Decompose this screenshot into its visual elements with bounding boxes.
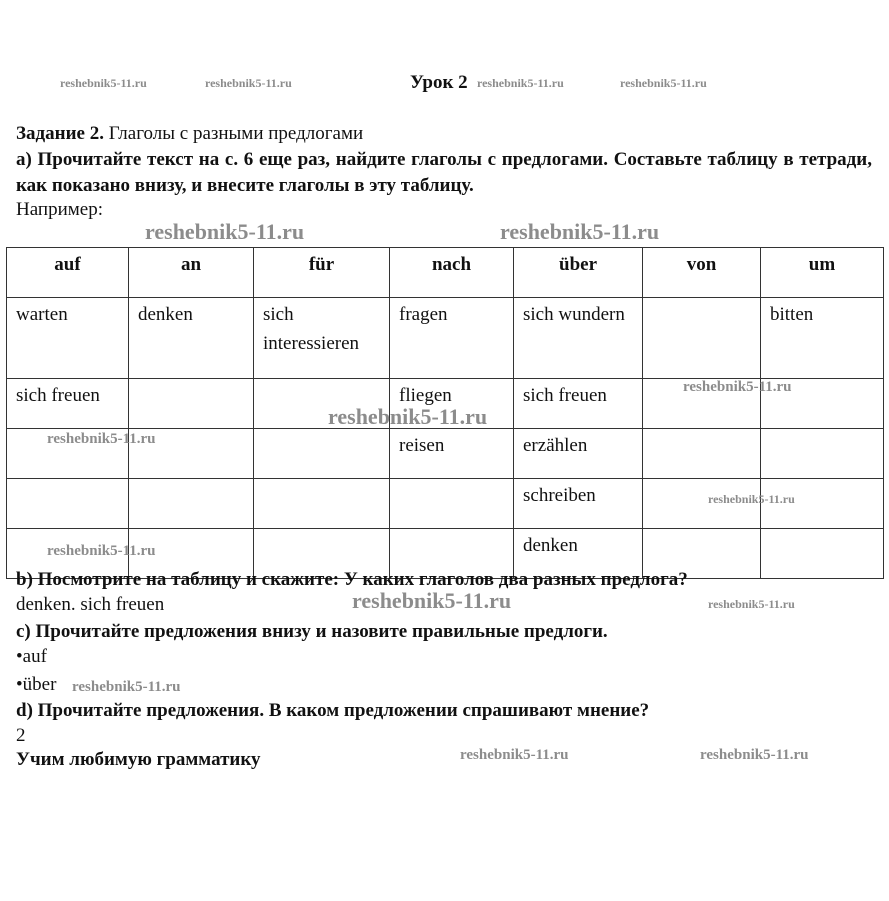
watermark: reshebnik5-11.ru bbox=[60, 76, 147, 90]
table-cell bbox=[761, 529, 884, 579]
lesson-title: Урок 2 bbox=[410, 72, 468, 93]
table-cell bbox=[254, 429, 390, 479]
table-cell bbox=[390, 479, 514, 529]
watermark: reshebnik5-11.ru bbox=[145, 219, 305, 244]
table-cell: reisen bbox=[390, 429, 514, 479]
watermark: reshebnik5-11.ru bbox=[708, 492, 795, 506]
bullet-icon: • bbox=[16, 674, 23, 695]
answer-d: 2 bbox=[16, 725, 26, 746]
question-c: c) Прочитайте предложения внизу и назовите правильные предлоги. bbox=[16, 621, 608, 642]
table-row bbox=[7, 298, 884, 379]
answer-c-item bbox=[16, 674, 56, 696]
task-title bbox=[16, 123, 363, 145]
answer-c-item bbox=[16, 646, 47, 668]
answer-b: denken. sich freuen bbox=[16, 594, 165, 615]
answer-c-text: auf bbox=[22, 646, 47, 667]
table-cell: bitten bbox=[761, 298, 884, 379]
bullet-icon: • bbox=[16, 646, 23, 667]
table-cell: denken bbox=[129, 298, 254, 379]
table-cell: warten bbox=[7, 298, 129, 379]
watermark: reshebnik5-11.ru bbox=[47, 431, 156, 447]
watermark: reshebnik5-11.ru bbox=[352, 588, 512, 613]
table-cell: sich freuen bbox=[7, 379, 129, 429]
question-b: b) Посмотрите на таблицу и скажите: У каких глаголов два разных предлога? bbox=[16, 569, 688, 590]
table-cell bbox=[761, 429, 884, 479]
table-cell: sich freuen bbox=[514, 379, 643, 429]
watermark: reshebnik5-11.ru bbox=[47, 543, 156, 559]
table-cell: sich interessieren bbox=[254, 298, 390, 379]
table-header: an bbox=[129, 248, 254, 298]
answer-c-text: über bbox=[22, 674, 57, 695]
task-a-text: а) Прочитайте текст на с. 6 еще раз, найдите глаголы с предлогами. Составьте таблицу в тетради, как показано внизу, и внесите глаголы в эту таблицу. bbox=[16, 149, 872, 196]
table-cell bbox=[643, 429, 761, 479]
table-header: über bbox=[514, 248, 643, 298]
table-header: für bbox=[254, 248, 390, 298]
table-cell: erzählen bbox=[514, 429, 643, 479]
table-header-row bbox=[7, 248, 884, 298]
table-header: nach bbox=[390, 248, 514, 298]
task-title-text: Глаголы с разными предлогами bbox=[103, 123, 364, 144]
watermark: reshebnik5-11.ru bbox=[708, 597, 795, 611]
table-cell bbox=[643, 298, 761, 379]
watermark: reshebnik5-11.ru bbox=[683, 379, 792, 395]
watermark: reshebnik5-11.ru bbox=[477, 76, 564, 90]
table-cell: fragen bbox=[390, 298, 514, 379]
table-header: von bbox=[643, 248, 761, 298]
table-header: auf bbox=[7, 248, 129, 298]
footer-heading: Учим любимую грамматику bbox=[16, 749, 261, 770]
table-cell bbox=[7, 479, 129, 529]
table-cell bbox=[129, 479, 254, 529]
watermark: reshebnik5-11.ru bbox=[500, 219, 660, 244]
watermark: reshebnik5-11.ru bbox=[620, 76, 707, 90]
table-cell: schreiben bbox=[514, 479, 643, 529]
table-cell: sich wundern bbox=[514, 298, 643, 379]
watermark: reshebnik5-11.ru bbox=[328, 404, 488, 429]
example-label: Например: bbox=[16, 199, 103, 220]
table-cell: fliegen bbox=[390, 379, 514, 429]
table-header: um bbox=[761, 248, 884, 298]
table-cell bbox=[254, 479, 390, 529]
task-number: Задание 2. bbox=[16, 123, 104, 144]
table-cell bbox=[129, 379, 254, 429]
watermark: reshebnik5-11.ru bbox=[72, 679, 181, 695]
question-d: d) Прочитайте предложения. В каком предложении спрашивают мнение? bbox=[16, 700, 650, 721]
watermark: reshebnik5-11.ru bbox=[205, 76, 292, 90]
watermark: reshebnik5-11.ru bbox=[460, 747, 569, 763]
watermark: reshebnik5-11.ru bbox=[700, 747, 809, 763]
table-cell: denken bbox=[514, 529, 643, 579]
